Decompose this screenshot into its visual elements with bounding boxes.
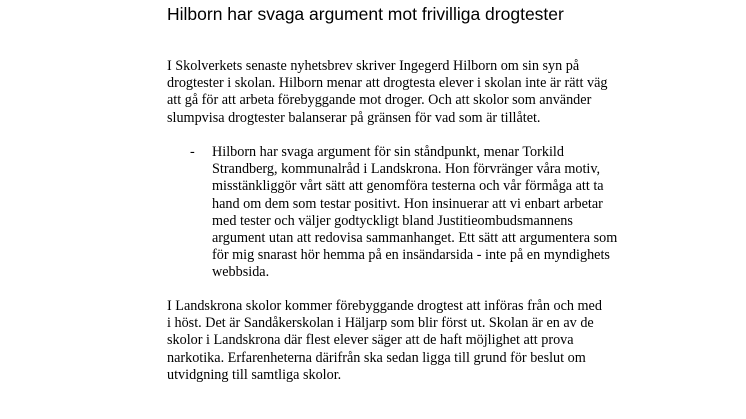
paragraph-line: I Skolverkets senaste nyhetsbrev skriver Ingegerd Hilborn om sin syn på — [167, 58, 580, 74]
paragraph-line: utvidgning till samtliga skolor. — [167, 366, 342, 383]
bullet-line: hand om dem som testar positivt. Hon insinuerar att vi enbart arbetar — [212, 195, 603, 212]
paragraph-landskrona — [167, 298, 602, 384]
bullet-line: Strandberg, kommunalråd i Landskrona. Hon förvränger våra motiv, — [212, 161, 601, 178]
document-title: Hilborn har svaga argument mot frivilliga drogtester — [167, 4, 564, 24]
paragraph-intro — [167, 58, 607, 127]
paragraph-line: att gå för att arbeta förebyggande mot droger. Och att skolor som använder — [167, 92, 592, 109]
bullet-marker: - — [190, 144, 195, 160]
paragraph-line: I Landskrona skolor kommer förebyggande drogtest att införas från och med — [167, 298, 602, 314]
paragraph-line: skolor i Landskrona där flest elever säger att de haft möjlighet att prova — [167, 332, 574, 349]
paragraph-line: slumpvisa drogtester balanserar på gränsen för vad som är tillåtet. — [167, 109, 541, 126]
bullet-line: för mig snarast hör hemma på en insändarsida - inte på en myndighets — [212, 247, 610, 264]
bullet-line: webbsida. — [212, 264, 270, 281]
paragraph-line: drogtester i skolan. Hilborn menar att drogtesta elever i skolan inte är rätt väg — [167, 75, 608, 92]
paragraph-line: narkotika. Erfarenheterna därifrån ska sedan ligga till grund för beslut om — [167, 349, 586, 366]
bullet-line: med tester och väljer godtyckligt bland Justitieombudsmannens — [212, 212, 573, 229]
bullet-line: argument utan att redovisa sammanhanget. Ett sätt att argumentera som — [212, 230, 618, 247]
bullet-text — [212, 144, 617, 282]
bullet-line: misstänkliggör vårt sätt att genomföra testerna och vår förmåga att ta — [212, 178, 604, 195]
bullet-line: Hilborn har svaga argument för sin ståndpunkt, menar Torkild — [212, 144, 564, 160]
paragraph-line: i höst. Det är Sandåkerskolan i Häljarp som blir först ut. Skolan är en av de — [167, 315, 594, 332]
